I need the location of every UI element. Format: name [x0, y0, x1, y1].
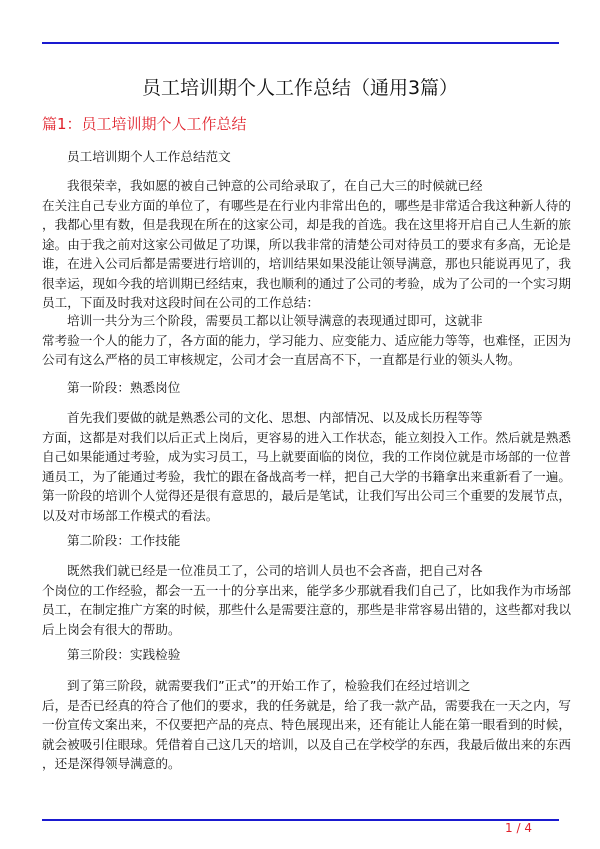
text-line: 首先我们要做的就是熟悉公司的文化、思想、内部情况、以及成长历程等等 — [67, 410, 483, 425]
text-line: 第一阶段：熟悉岗位 — [67, 380, 181, 395]
text-line: 后上岗会有很大的帮助。 — [42, 621, 181, 637]
text-line: 就会被吸引住眼球。凭借着自己这几天的培训，以及自己在学校学的东西，我最后做出来的东西 — [42, 736, 571, 752]
stage-3-heading — [42, 645, 558, 665]
paragraph-3 — [42, 408, 571, 525]
text-line: 既然我们就已经是一位准员工了，公司的培训人员也不会吝啬，把自己对各 — [67, 563, 483, 578]
stage-1-heading — [42, 378, 558, 398]
text-line: 在关注自己专业方面的单位了，有哪些是在行业内非常出色的，哪些是非常适合我这种新人待的 — [42, 197, 571, 213]
text-line: 后，是否已经真的符合了他们的要求，我的任务就是，给了我一款产品，需要我在一天之内，写 — [42, 697, 571, 713]
section-heading: 篇1：员工培训期个人工作总结 — [42, 115, 247, 133]
text-line: 途。由于我之前对这家公司做足了功课，所以我非常的清楚公司对待员工的要求有多高，无论是 — [42, 236, 571, 252]
text-line: 第三阶段：实践检验 — [67, 647, 181, 662]
text-line: 通员工，为了能通过考验，我忙的跟在备战高考一样，把自己大学的书籍拿出来重新看了一遍。 — [42, 468, 571, 484]
text-line: 常考验一个人的能力了，各方面的能力，学习能力、应变能力、适应能力等等，也难怪，正因为 — [42, 332, 571, 348]
text-line: 方面，这都是对我们以后正式上岗后，更容易的进入工作状态，能立刻投入工作。然后就是熟悉 — [42, 429, 571, 445]
text-line: 员工，下面及时我对这段时间在公司的工作总结： — [42, 295, 320, 310]
paragraph-5 — [42, 676, 571, 774]
text-line: 到了第三阶段，就需要我们”正式”的开始工作了，检验我们在经过培训之 — [67, 678, 471, 693]
subtitle: 员工培训期个人工作总结范文 — [67, 149, 231, 164]
stage-2-heading — [42, 531, 558, 551]
paragraph-4 — [42, 561, 571, 639]
text-line: 很幸运，现如今我的培训期已经结束，我也顺利的通过了公司的考验，成为了公司的一个实习期 — [42, 275, 571, 291]
text-line: 谁，在进入公司后都是需要进行培训的，培训结果如果没能让领导满意，那也只能说再见了，我 — [42, 256, 571, 271]
header-rule — [42, 42, 559, 44]
text-line: 我很荣幸，我如愿的被自己钟意的公司给录取了，在自己大三的时候就已经 — [67, 178, 483, 193]
text-line: 培训一共分为三个阶段，需要员工都以让领导满意的表现通过即可，这就非 — [67, 313, 483, 328]
footer-rule — [42, 819, 559, 821]
text-line: 个岗位的工作经验，都会一五一十的分享出来，能学多少那就看我们自己了，比如我作为市场部 — [42, 582, 571, 598]
text-line: ，还是深得领导满意的。 — [42, 756, 181, 771]
text-line: 自己如果能通过考验，成为实习员工，马上就要面临的岗位，我的工作岗位就是市场部的一位普 — [42, 449, 571, 464]
text-line: ，我都心里有数，但是我现在所在的这家公司，却是我的首选。我在这里将开启自己人生新的旅 — [42, 217, 571, 232]
text-line: 公司有这么严格的员工审核规定，公司才会一直居高不下，一直都是行业的领头人物。 — [42, 352, 521, 367]
text-line: 一份宣传文案出来，不仅要把产品的亮点、特色展现出来，还有能让人能在第一眼看到的时候， — [42, 717, 571, 732]
subtitle-block — [42, 147, 558, 167]
text-line: 第二阶段：工作技能 — [67, 533, 181, 548]
page-number: 1 / 4 — [505, 821, 532, 835]
paragraph-2 — [42, 311, 571, 370]
text-line: 员工，在制定推广方案的时候，那些什么是需要注意的，那些是非常容易出错的，这些都对我以 — [42, 602, 571, 617]
paragraph-1 — [42, 176, 571, 313]
text-line: 以及对市场部工作模式的看法。 — [42, 507, 219, 523]
text-line: 第一阶段的培训个人觉得还是很有意思的，最后是笔试，让我们写出公司三个重要的发展节点， — [42, 488, 571, 503]
document-title: 员工培训期个人工作总结（通用3篇） — [141, 77, 459, 99]
